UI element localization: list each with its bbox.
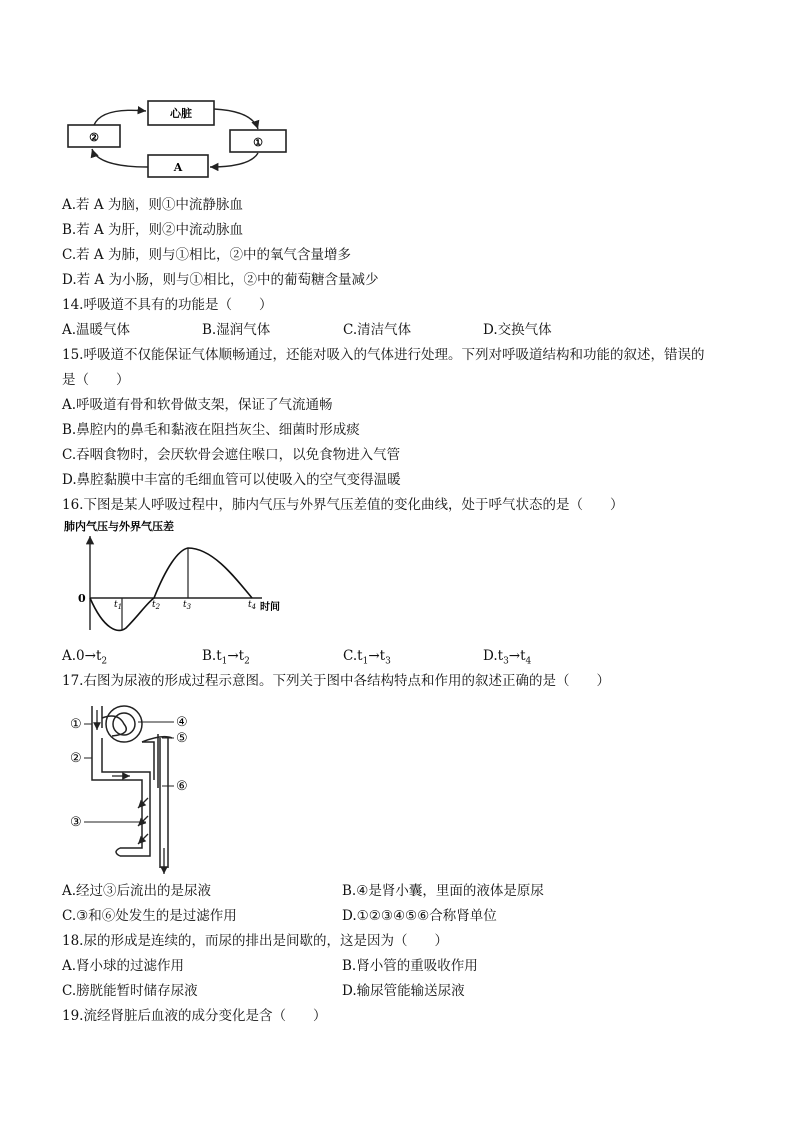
q16-option-d: $D.t_3\to t_4$ bbox=[483, 648, 532, 667]
q17-option-b: B.④是肾小囊，里面的液体是原尿 bbox=[342, 883, 544, 899]
q14-option-c: C.清洁气体 bbox=[343, 322, 412, 338]
label-6: ⑥ bbox=[176, 779, 188, 794]
label-5: ⑤ bbox=[176, 731, 188, 746]
q17-stem: 17.右图为尿液的形成过程示意图。下列关于图中各结构特点和作用的叙述正确的是（ ） bbox=[62, 673, 610, 689]
q16-option-c: $C.t_1\to t_3$ bbox=[343, 648, 391, 667]
q16-t4: $t_4$ bbox=[248, 600, 257, 611]
reabsorption-arrows bbox=[97, 710, 164, 874]
q16-option-a: $A.0\to t_2$ bbox=[62, 648, 108, 667]
q16-t1: $t_1$ bbox=[114, 600, 123, 611]
nephron-diagram bbox=[62, 698, 222, 878]
q15-option-d: D.鼻腔黏膜中丰富的毛细血管可以使吸入的空气变得温暖 bbox=[62, 472, 401, 488]
box-1-label: ① bbox=[253, 136, 263, 149]
q14-stem: 14.呼吸道不具有的功能是（ ） bbox=[62, 297, 273, 313]
q15-option-a: A.呼吸道有骨和软骨做支架，保证了气流通畅 bbox=[62, 397, 333, 413]
label-1: ① bbox=[70, 717, 82, 732]
q15-stem-line2: 是（ ） bbox=[62, 372, 130, 388]
q15-option-b: B.鼻腔内的鼻毛和黏液在阻挡灰尘、细菌时形成痰 bbox=[62, 422, 360, 438]
box-2-label: ② bbox=[89, 131, 99, 144]
q13-option-b: B.若 A 为肝，则②中流动脉血 bbox=[62, 222, 244, 238]
q18-option-a: A.肾小球的过滤作用 bbox=[62, 958, 185, 974]
q14-option-a: A.温暖气体 bbox=[62, 322, 131, 338]
q15-stem-line1: 15.呼吸道不仅能保证气体顺畅通过，还能对吸入的气体进行处理。下列对呼吸道结构和功能的叙述，错误的 bbox=[62, 347, 705, 363]
label-3: ③ bbox=[70, 815, 82, 830]
q16-t3: $t_3$ bbox=[183, 600, 192, 611]
q18-stem: 18.尿的形成是连续的，而尿的排出是间歇的，这是因为（ ） bbox=[62, 933, 448, 949]
arrow-heart-to-1 bbox=[214, 109, 258, 129]
q16-option-b: $B.t_1\to t_2$ bbox=[202, 648, 250, 667]
box-a-label: A bbox=[173, 161, 183, 174]
q16-origin: 0 bbox=[78, 592, 86, 605]
arrow-2-to-heart bbox=[94, 110, 146, 125]
q14-option-d: D.交换气体 bbox=[483, 322, 552, 338]
arrow-1-to-a bbox=[210, 153, 258, 167]
q17-option-a: A.经过③后流出的是尿液 bbox=[62, 883, 212, 899]
q17-option-d: D.①②③④⑤⑥合称肾单位 bbox=[342, 908, 497, 924]
label-4: ④ bbox=[176, 715, 188, 730]
q13-option-d: D.若 A 为小肠，则与①相比，②中的葡萄糖含量减少 bbox=[62, 272, 379, 288]
q18-option-d: D.输尿管能输送尿液 bbox=[342, 983, 465, 999]
q19-stem: 19.流经肾脏后血液的成分变化是含（ ） bbox=[62, 1008, 327, 1024]
q13-option-c: C.若 A 为肺，则与①相比，②中的氧气含量增多 bbox=[62, 247, 351, 263]
q16-stem: 16.下图是某人呼吸过程中，肺内气压与外界气压差值的变化曲线，处于呼气状态的是（ ） bbox=[62, 497, 624, 513]
q14-option-b: B.湿润气体 bbox=[202, 322, 271, 338]
q16-ylabel: 肺内气压与外界气压差 bbox=[64, 520, 174, 533]
q15-option-c: C.吞咽食物时，会厌软骨会遮住喉口，以免食物进入气管 bbox=[62, 447, 401, 463]
nephron-tubule bbox=[92, 706, 172, 868]
q18-option-b: B.肾小管的重吸收作用 bbox=[342, 958, 478, 974]
q13-option-a: A.若 A 为脑，则①中流静脉血 bbox=[62, 197, 243, 213]
q16-t2: $t_2$ bbox=[152, 600, 161, 611]
q16-curve bbox=[90, 548, 252, 630]
circulation-diagram bbox=[62, 95, 302, 185]
q18-option-c: C.膀胱能暂时储存尿液 bbox=[62, 983, 198, 999]
pressure-curve-figure bbox=[62, 518, 302, 638]
label-2: ② bbox=[70, 751, 82, 766]
q17-option-c: C.③和⑥处发生的是过滤作用 bbox=[62, 908, 237, 924]
heart-label: 心脏 bbox=[170, 107, 192, 120]
arrow-a-to-2 bbox=[92, 149, 148, 167]
q16-xlabel: 时间 bbox=[260, 602, 280, 613]
